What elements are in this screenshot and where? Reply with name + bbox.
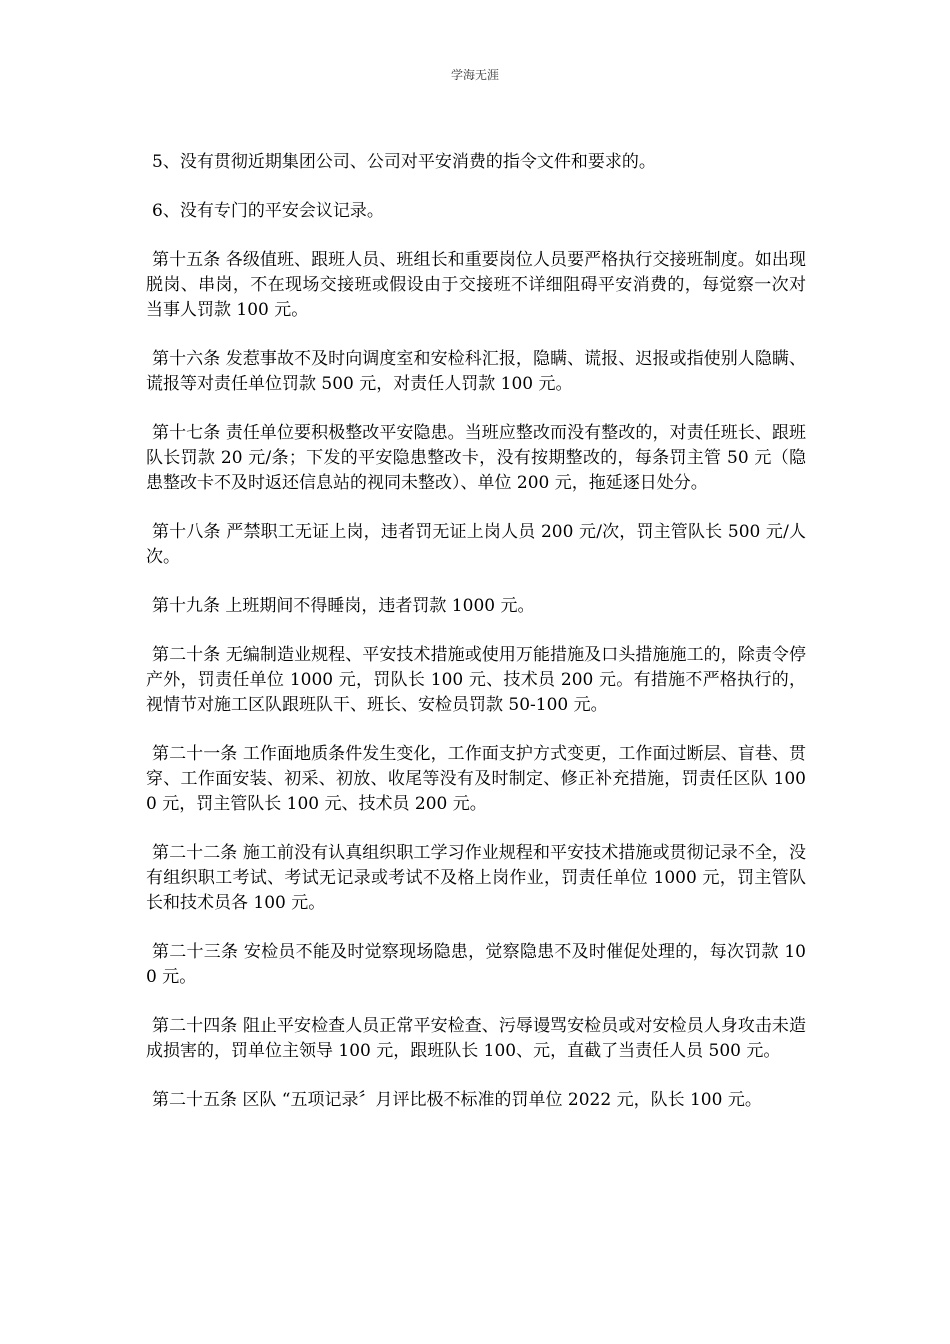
article-15: 第十五条 各级值班、跟班人员、班组长和重要岗位人员要严格执行交接班制度。如出现脱岗、串岗，不在现场交接班或假设由于交接班不详细阻碍平安消费的，每觉察一次对当事人罚款 100 元。: [146, 250, 806, 320]
page-header: 学海无涯: [450, 68, 499, 82]
paragraph-item-5: 5、没有贯彻近期集团公司、公司对平安消费的指令文件和要求的。: [152, 152, 656, 172]
article-17: 第十七条 责任单位要积极整改平安隐患。当班应整改而没有整改的，对责任班长、跟班队长罚款 20 元/条；下发的平安隐患整改卡，没有按期整改的，每条罚主管 50 元（隐患整改卡不及时返还信息站的视同未整改）、单位 200 元，拖延逐日处分。: [146, 423, 806, 493]
article-16: 第十六条 发惹事故不及时向调度室和安检科汇报，隐瞒、谎报、迟报或指使别人隐瞒、谎报等对责任单位罚款 500 元，对责任人罚款 100 元。: [146, 349, 806, 394]
article-24: 第二十四条 阻止平安检查人员正常平安检查、污辱谩骂安检员或对安检员人身攻击未造成损害的，罚单位主领导 100 元，跟班队长 100、元，直截了当责任人员 500 元。: [146, 1016, 806, 1061]
paragraph-item-6: 6、没有专门的平安会议记录。: [152, 201, 384, 221]
article-23: 第二十三条 安检员不能及时觉察现场隐患，觉察隐患不及时催促处理的，每次罚款 100 元。: [146, 942, 806, 987]
article-19: 第十九条 上班期间不得睡岗，违者罚款 1000 元。: [152, 596, 535, 616]
article-22: 第二十二条 施工前没有认真组织职工学习作业规程和平安技术措施或贯彻记录不全，没有组织职工考试、考试无记录或考试不及格上岗作业，罚责任单位 1000 元，罚主管队长和技术员各 100 元。: [146, 843, 806, 913]
document-body: [146, 150, 806, 1137]
article-21: 第二十一条 工作面地质条件发生变化，工作面支护方式变更，工作面过断层、盲巷、贯穿、工作面安装、初采、初放、收尾等没有及时制定、修正补充措施，罚责任区队 1000 元，罚主管队长 100 元、技术员 200 元。: [146, 744, 806, 814]
article-20: 第二十条 无编制造业规程、平安技术措施或使用万能措施及口头措施施工的，除责令停产外，罚责任单位 1000 元，罚队长 100 元、技术员 200 元。有措施不严格执行的，视情节对施工区队跟班队干、班长、安检员罚款 50-100 元。: [146, 645, 806, 715]
article-25: 第二十五条 区队 “五项记录〞月评比极不标准的罚单位 2022 元，队长 100 元。: [152, 1090, 762, 1110]
article-18: 第十八条 严禁职工无证上岗，违者罚无证上岗人员 200 元/次，罚主管队长 500 元/人次。: [146, 522, 806, 567]
